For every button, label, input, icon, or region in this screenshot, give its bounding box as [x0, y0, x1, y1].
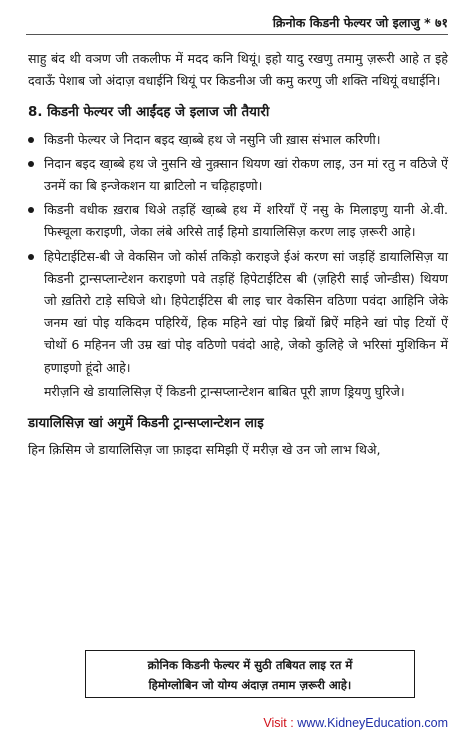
footer-url[interactable]: www.KidneyEducation.com: [297, 716, 448, 730]
page-body: [28, 48, 448, 461]
highlight-line-1: क्रोनिक किडनी फेल्यर में सुठी तबियत लाइ रत में: [147, 658, 353, 672]
bullet-item: [28, 246, 448, 379]
bullet-item: [28, 199, 448, 243]
bullet-item: [28, 129, 448, 151]
section-8-closing-paragraph: मरीज़नि खे डायालिसिज़ ऐं किडनी ट्रान्सप्लान्टेशन बाबित पूरी ज्ञाण ड्रियणु घुरिजे।: [44, 383, 405, 399]
dialysis-subheading: डायालिसिज़ खां अगुमें किडनी ट्रान्सप्लान्टेशन लाइ: [28, 416, 264, 432]
highlight-box: [85, 650, 415, 698]
bullet-dot-icon: [28, 207, 34, 213]
bullet-text: हिपेटाईटिस-बी जे वेकसिन जो कोर्स तकिड़ो कराइजे ईअं करण सां जड़हिं डायालिसिज़ या किडनी ट्रान्सप्लान्टेशन कराइणो पवे तड़हिं हिपेटाईटिस बी (ज़हिरी साई जोन्डीस) थियण जो ख़तिरो टाड़े सघिजे थो। हिपेटाईटिस बी लाइ चार वेकसिन वठिणा पवंदा आहिनि जेके जनम खां पोइ यकिदम पहिरियें, हिक महिने खां पोइ ब्रियों ब्रिऐं महिने खां पोइ टियों ऐं चोथों 6 महिनन जी उम्र खां पोइ वठिणो पवंदो आहे, जेको कुलिहे जे भरिसां मुशिकिन में हणाइणो हूंदो आहे।: [44, 248, 448, 375]
bullet-dot-icon: [28, 137, 34, 143]
section-8-bullet-list: [28, 129, 448, 379]
section-8-heading: 8. किडनी फेल्यर जी आईंदह जे इलाज जी तैयारी: [28, 105, 270, 121]
bullet-dot-icon: [28, 254, 34, 260]
running-header: क्रिनोक किडनी फेल्यर जो इलाजु * ७१: [272, 15, 448, 30]
bullet-dot-icon: [28, 161, 34, 167]
bullet-text: किडनी वधीक ख़राब थिअे तड़हिं खा़ब्बे हथ में शरियाँ ऐं नसु के मिलाइणु यानी अे.वी. फिस्चूला कराइणी, जेका लंबे अरिसे ताईं हिमो डायालिसिज़ करण लाइ ज़रूरी आहे।: [44, 202, 448, 240]
header-divider: [26, 34, 448, 35]
intro-paragraph: साहु बंद थी वञण जी तकलीफ में मदद कनि थियूं। इहो यादु रखणु तमामु ज़रूरी आहे त इहे दवाऊँ पेशाब जो अंदाज़ वधाईनि थियूं पर किडनीअ जी कमु करणु जी शक्ति नथियूं वधाईनि।: [28, 51, 448, 89]
footer-visit-label: Visit :: [263, 716, 294, 730]
bullet-text: निदान बइद खा़ब्बे हथ जे नुसनि खे नुक़्सान थियण खां रोकण लाइ, उन मां रतु न वठिजे ऐं उनमें का बि इन्जेकशन या ब्राटिलो न चढ़िहाइणो।: [44, 155, 448, 194]
footer-link[interactable]: [263, 716, 448, 730]
dialysis-paragraph: हिन क़िसिम जे डायालिसिज़ जा फ़ाइदा समिझी ऐं मरीज़ खे उन जो लाभ थिअे,: [28, 442, 381, 458]
highlight-line-2: हिमोग्लोबिन जो योग्य अंदाज़ तमाम ज़रूरी आहे।: [148, 678, 352, 692]
bullet-item: [28, 153, 448, 197]
bullet-text: किडनी फेल्यर जे निदान बइद खा़ब्बे हथ जे नसुनि जी ख़ास संभाल करिणी।: [44, 131, 381, 147]
